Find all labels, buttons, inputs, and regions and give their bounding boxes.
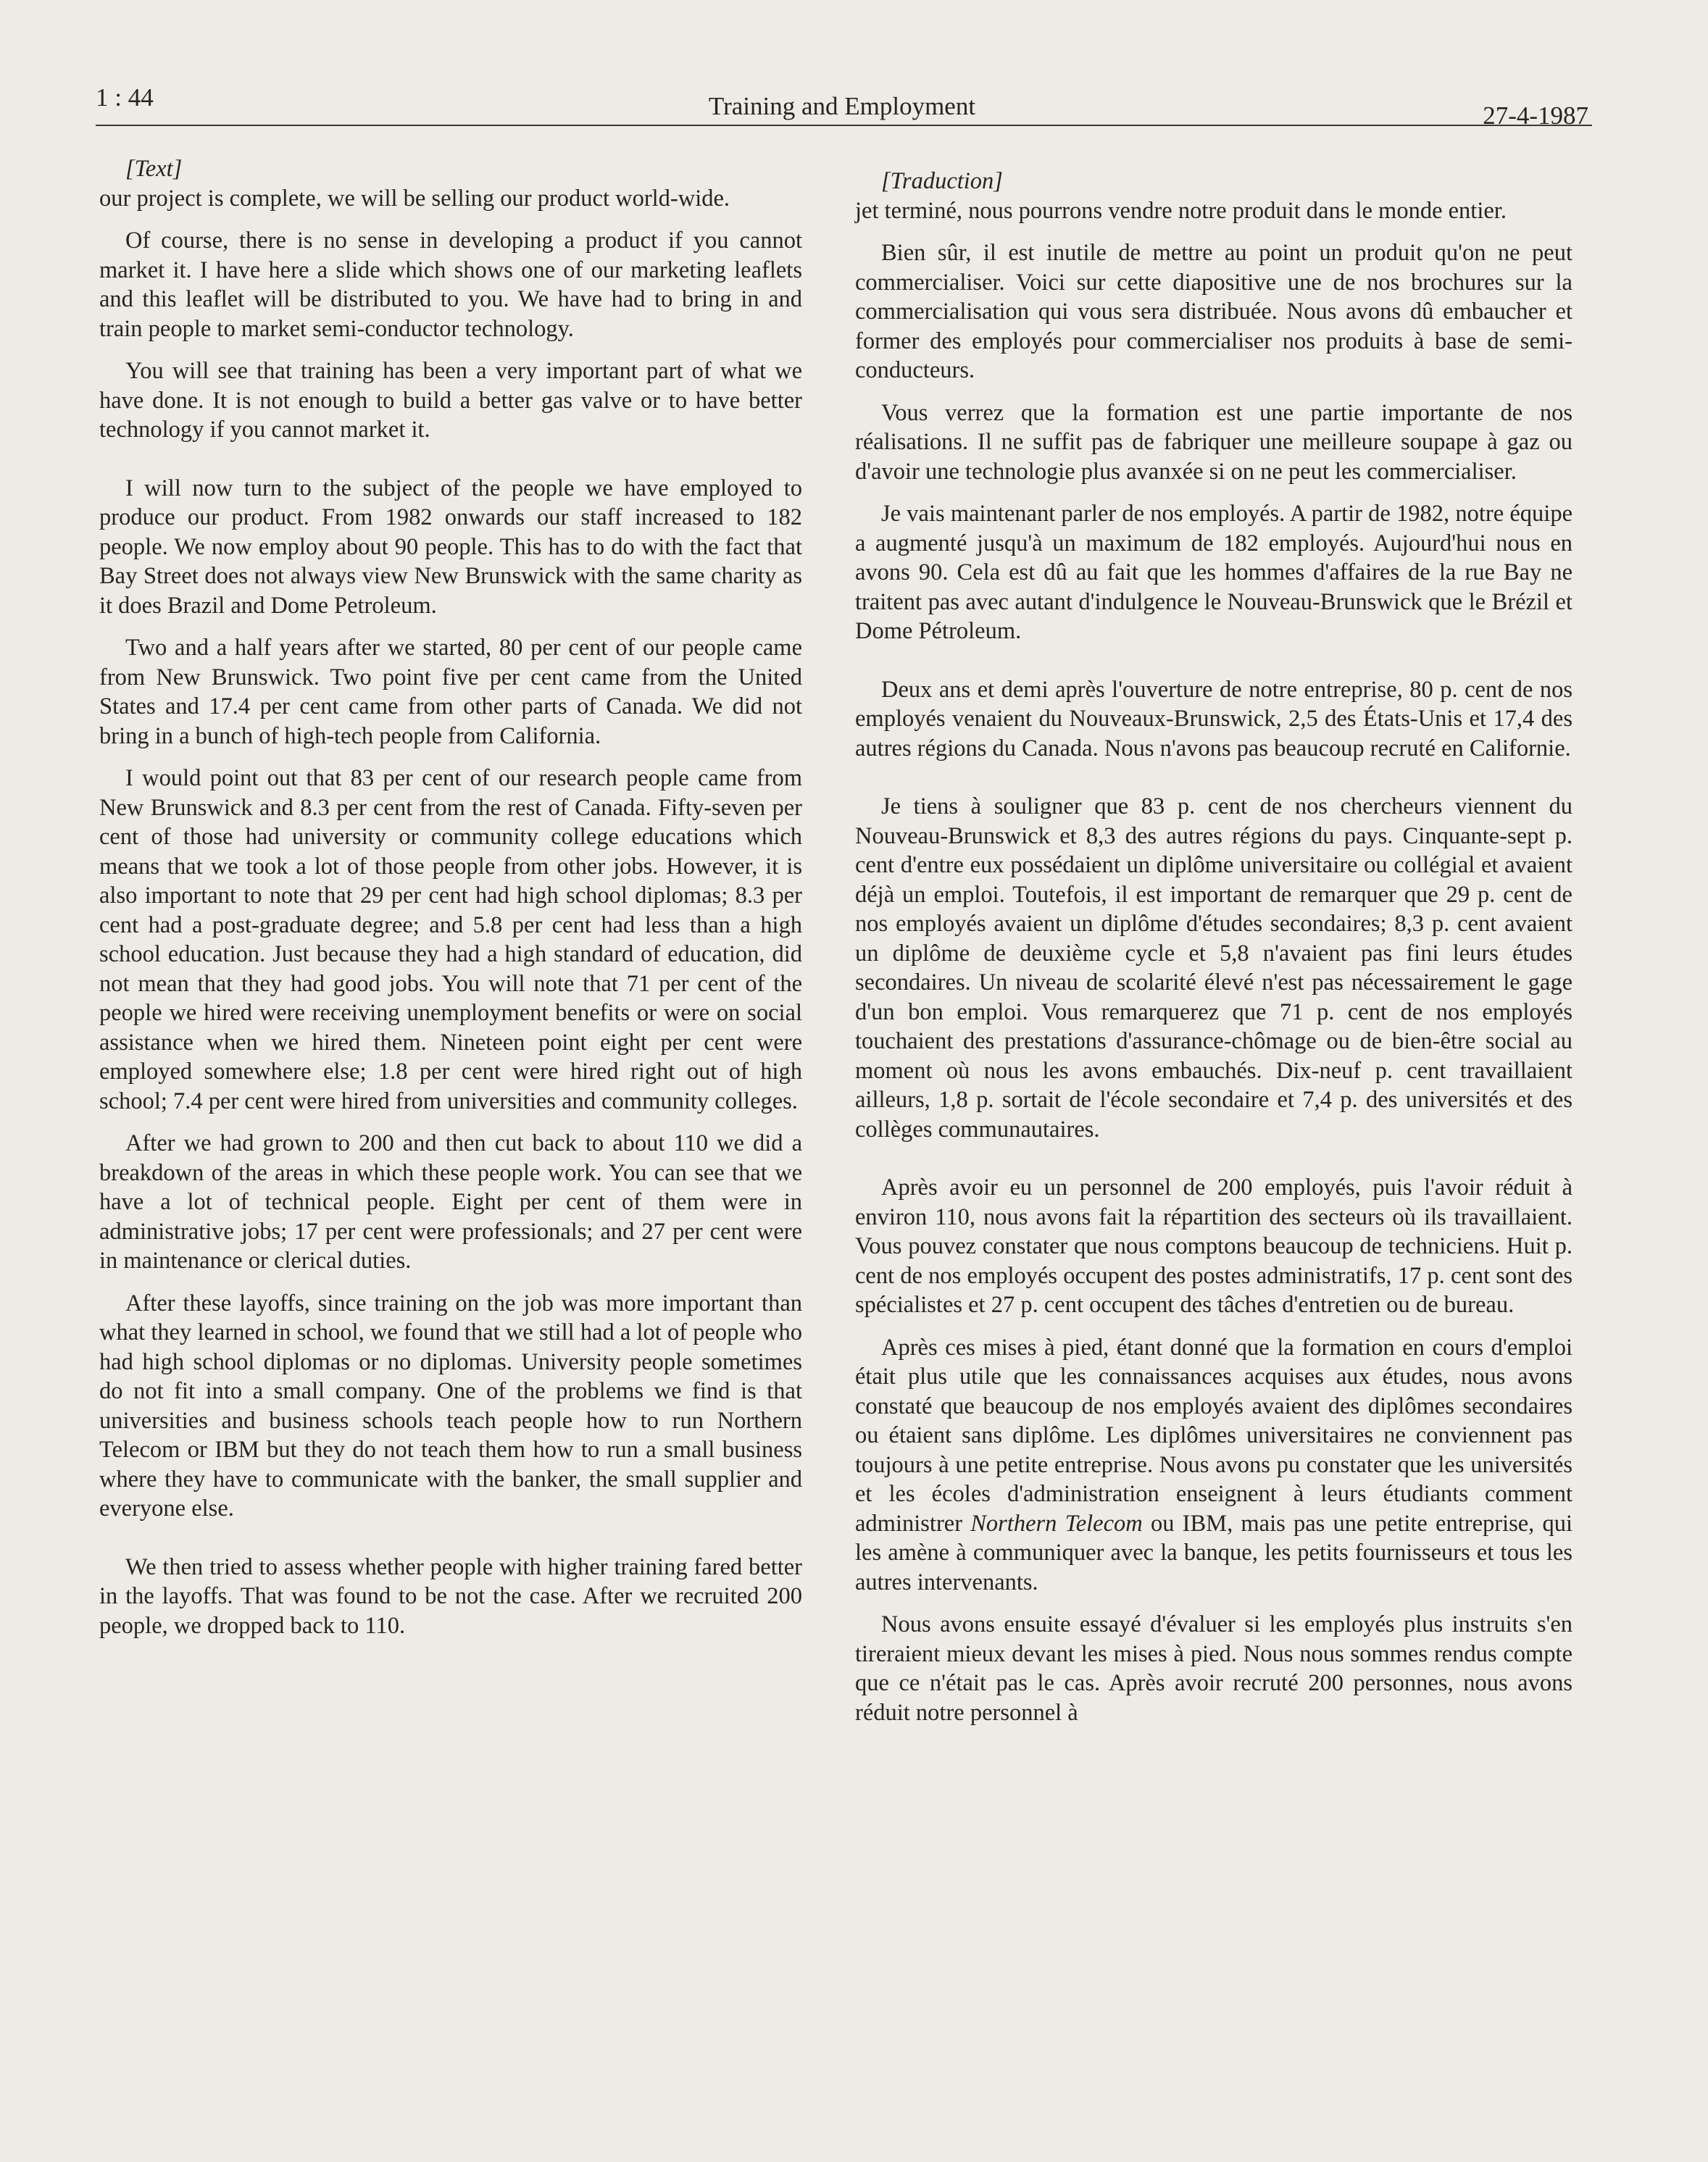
paragraph: Après avoir eu un personnel de 200 employés, puis l'avoir réduit à environ 110, nous avons fait la répartition des secteurs où ils travaillaient. Vous pouvez constater que nous comptons beaucoup de techniciens. Huit p. cent de nos employés occupent des postes administratifs, 17 p. cent sont des spécialistes et 27 p. cent occupent des tâches d'entretien ou de bureau. [855, 1174, 1572, 1318]
paragraph: jet terminé, nous pourrons vendre notre produit dans le monde entier. [855, 197, 1507, 224]
paragraph: Vous verrez que la formation est une partie importante de nos réalisations. Il ne suffit pas de fabriquer une meilleure soupape à gaz ou d'avoir une technologie plus avanxée si on ne peut les commercialiser. [855, 399, 1572, 485]
english-column [99, 154, 802, 1653]
paragraph: After we had grown to 200 and then cut back to about 110 we did a breakdown of the areas in which these people work. You can see that we have a lot of technical people. Eight per cent of them were in administrative jobs; 17 per cent were professionals; and 27 per cent were in maintenance or clerical duties. [99, 1130, 802, 1274]
paragraph: After these layoffs, since training on the job was more important than what they learned in school, we found that we still had a lot of people who had high school diplomas or no diplomas. University people sometimes do not fit into a small company. One of the problems we find is that universities and business schools teach people how to run Northern Telecom or IBM but they do not teach them how to run a small business where they have to communicate with the banker, the small supplier and everyone else. [99, 1290, 802, 1522]
page-number: 1 : 44 [96, 83, 154, 112]
paragraph: We then tried to assess whether people with higher training fared better in the layoffs. That was found to be not the case. After we recruited 200 people, we dropped back to 110. [99, 1553, 802, 1639]
paragraph: Je tiens à souligner que 83 p. cent de nos chercheurs viennent du Nouveau-Brunswick et 8,3 des autres régions du pays. Cinquante-sept p. cent d'entre eux possédaient un diplôme universitaire ou collégial et avaient déjà un emploi. Toutefois, il est important de remarquer que 29 p. cent de nos employés avaient un diplôme d'études secondaires; 8,3 p. cent avaient un diplôme de deuxième cycle et 5,8 n'avaient pas fini leurs études secondaires. Un niveau de scolarité élevé n'est pas nécessairement le gage d'un bon emploi. Vous remarquerez que 71 p. cent de nos employés touchaient des prestations d'assurance-chômage ou de bien-être social au moment où nous les avons embauchés. Dix-neuf p. cent travaillaient ailleurs, 1,8 p. sortait de l'école secondaire et 7,4 p. des universités et des collèges communautaires. [855, 793, 1572, 1143]
running-title: Training and Employment [708, 92, 976, 120]
paragraph: Of course, there is no sense in developing a product if you cannot market it. I have here a slide which shows one of our marketing leaflets and this leaflet will be distributed to you. We have had to bring in and train people to market semi-conductor technology. [99, 228, 802, 342]
translation-marker: [Traduction] [881, 168, 1003, 194]
company-name-italic: Northern Telecom [970, 1510, 1143, 1537]
french-column [855, 154, 1572, 1740]
page-header [96, 76, 1588, 130]
page-date: 27-4-1987 [1483, 101, 1588, 130]
header-rule [96, 125, 1592, 126]
text-marker: [Text] [125, 156, 183, 182]
paragraph-text: Après ces mises à pied, étant donné que la formation en cours d'emploi était plus utile que les connaissances acquises aux études, nous avons constaté que beaucoup de nos employés avaient des diplômes secondaires ou étaient sans diplôme. Les diplômes universitaires ne conviennent pas toujours à une petite entreprise. Nous avons pu constater que les universités et les écoles d'administration enseignent à leurs étudiants comment administrer [855, 1334, 1572, 1537]
paragraph-text: ou IBM, mais pas une petite entreprise, qui les amène à communiquer avec la banque, les petits fournisseurs et tous les autres intervenants. [855, 1510, 1573, 1595]
paragraph: I will now turn to the subject of the people we have employed to produce our product. From 1982 onwards our staff increased to 182 people. We now employ about 90 people. This has to do with the fact that Bay Street does not always view New Brunswick with the same charity as it does Brazil and Dome Petroleum. [99, 475, 802, 619]
paragraph: Je vais maintenant parler de nos employés. A partir de 1982, notre équipe a augmenté jusqu'à un maximum de 182 employés. Aujourd'hui nous en avons 90. Cela est dû au fait que les hommes d'affaires de la rue Bay ne traitent pas avec autant d'indulgence le Nouveau-Brunswick que le Brézil et Dome Pétroleum. [855, 501, 1572, 644]
paragraph: I would point out that 83 per cent of our research people came from New Brunswick and 8.3 per cent from the rest of Canada. Fifty-seven per cent of those had university or community college educations which means that we took a lot of those people from other jobs. However, it is also important to note that 29 per cent had high school diplomas; 8.3 per cent had a post-graduate degree; and 5.8 per cent had less than a high school education. Just because they had a high standard of education, did not mean that they had good jobs. You will note that 71 per cent of the people we hired were receiving unemployment benefits or were on social assistance when we hired them. Nineteen point eight per cent were employed somewhere else; 1.8 per cent were hired right out of high school; 7.4 per cent were hired from universities and community colleges. [99, 765, 802, 1114]
paragraph: Deux ans et demi après l'ouverture de notre entreprise, 80 p. cent de nos employés venaient du Nouveaux-Brunswick, 2,5 des États-Unis et 17,4 des autres régions du Canada. Nous n'avons pas beaucoup recruté en Californie. [855, 676, 1572, 761]
paragraph: You will see that training has been a very important part of what we have done. It is not enough to build a better gas valve or to have better technology if you cannot market it. [99, 358, 802, 443]
paragraph [855, 1333, 1572, 1598]
paragraph: Bien sûr, il est inutile de mettre au point un produit qu'on ne peut commercialiser. Voici sur cette diapositive une de nos brochures sur la commercialisation qui vous sera distribuée. Nous avons dû embaucher et former des employés pour commercialiser nos produits à base de semi-conducteurs. [855, 240, 1572, 383]
paragraph: Two and a half years after we started, 80 per cent of our people came from New Brunswick. Two point five per cent came from the United States and 17.4 per cent came from other parts of Canada. We did not bring in a bunch of high-tech people from California. [99, 635, 802, 749]
paragraph: our project is complete, we will be selling our product world-wide. [99, 185, 730, 212]
paragraph: Nous avons ensuite essayé d'évaluer si les employés plus instruits s'en tireraient mieux devant les mises à pied. Nous nous sommes rendus compte que ce n'était pas le cas. Après avoir recruté 200 personnes, nous avons réduit notre personnel à [855, 1611, 1572, 1726]
